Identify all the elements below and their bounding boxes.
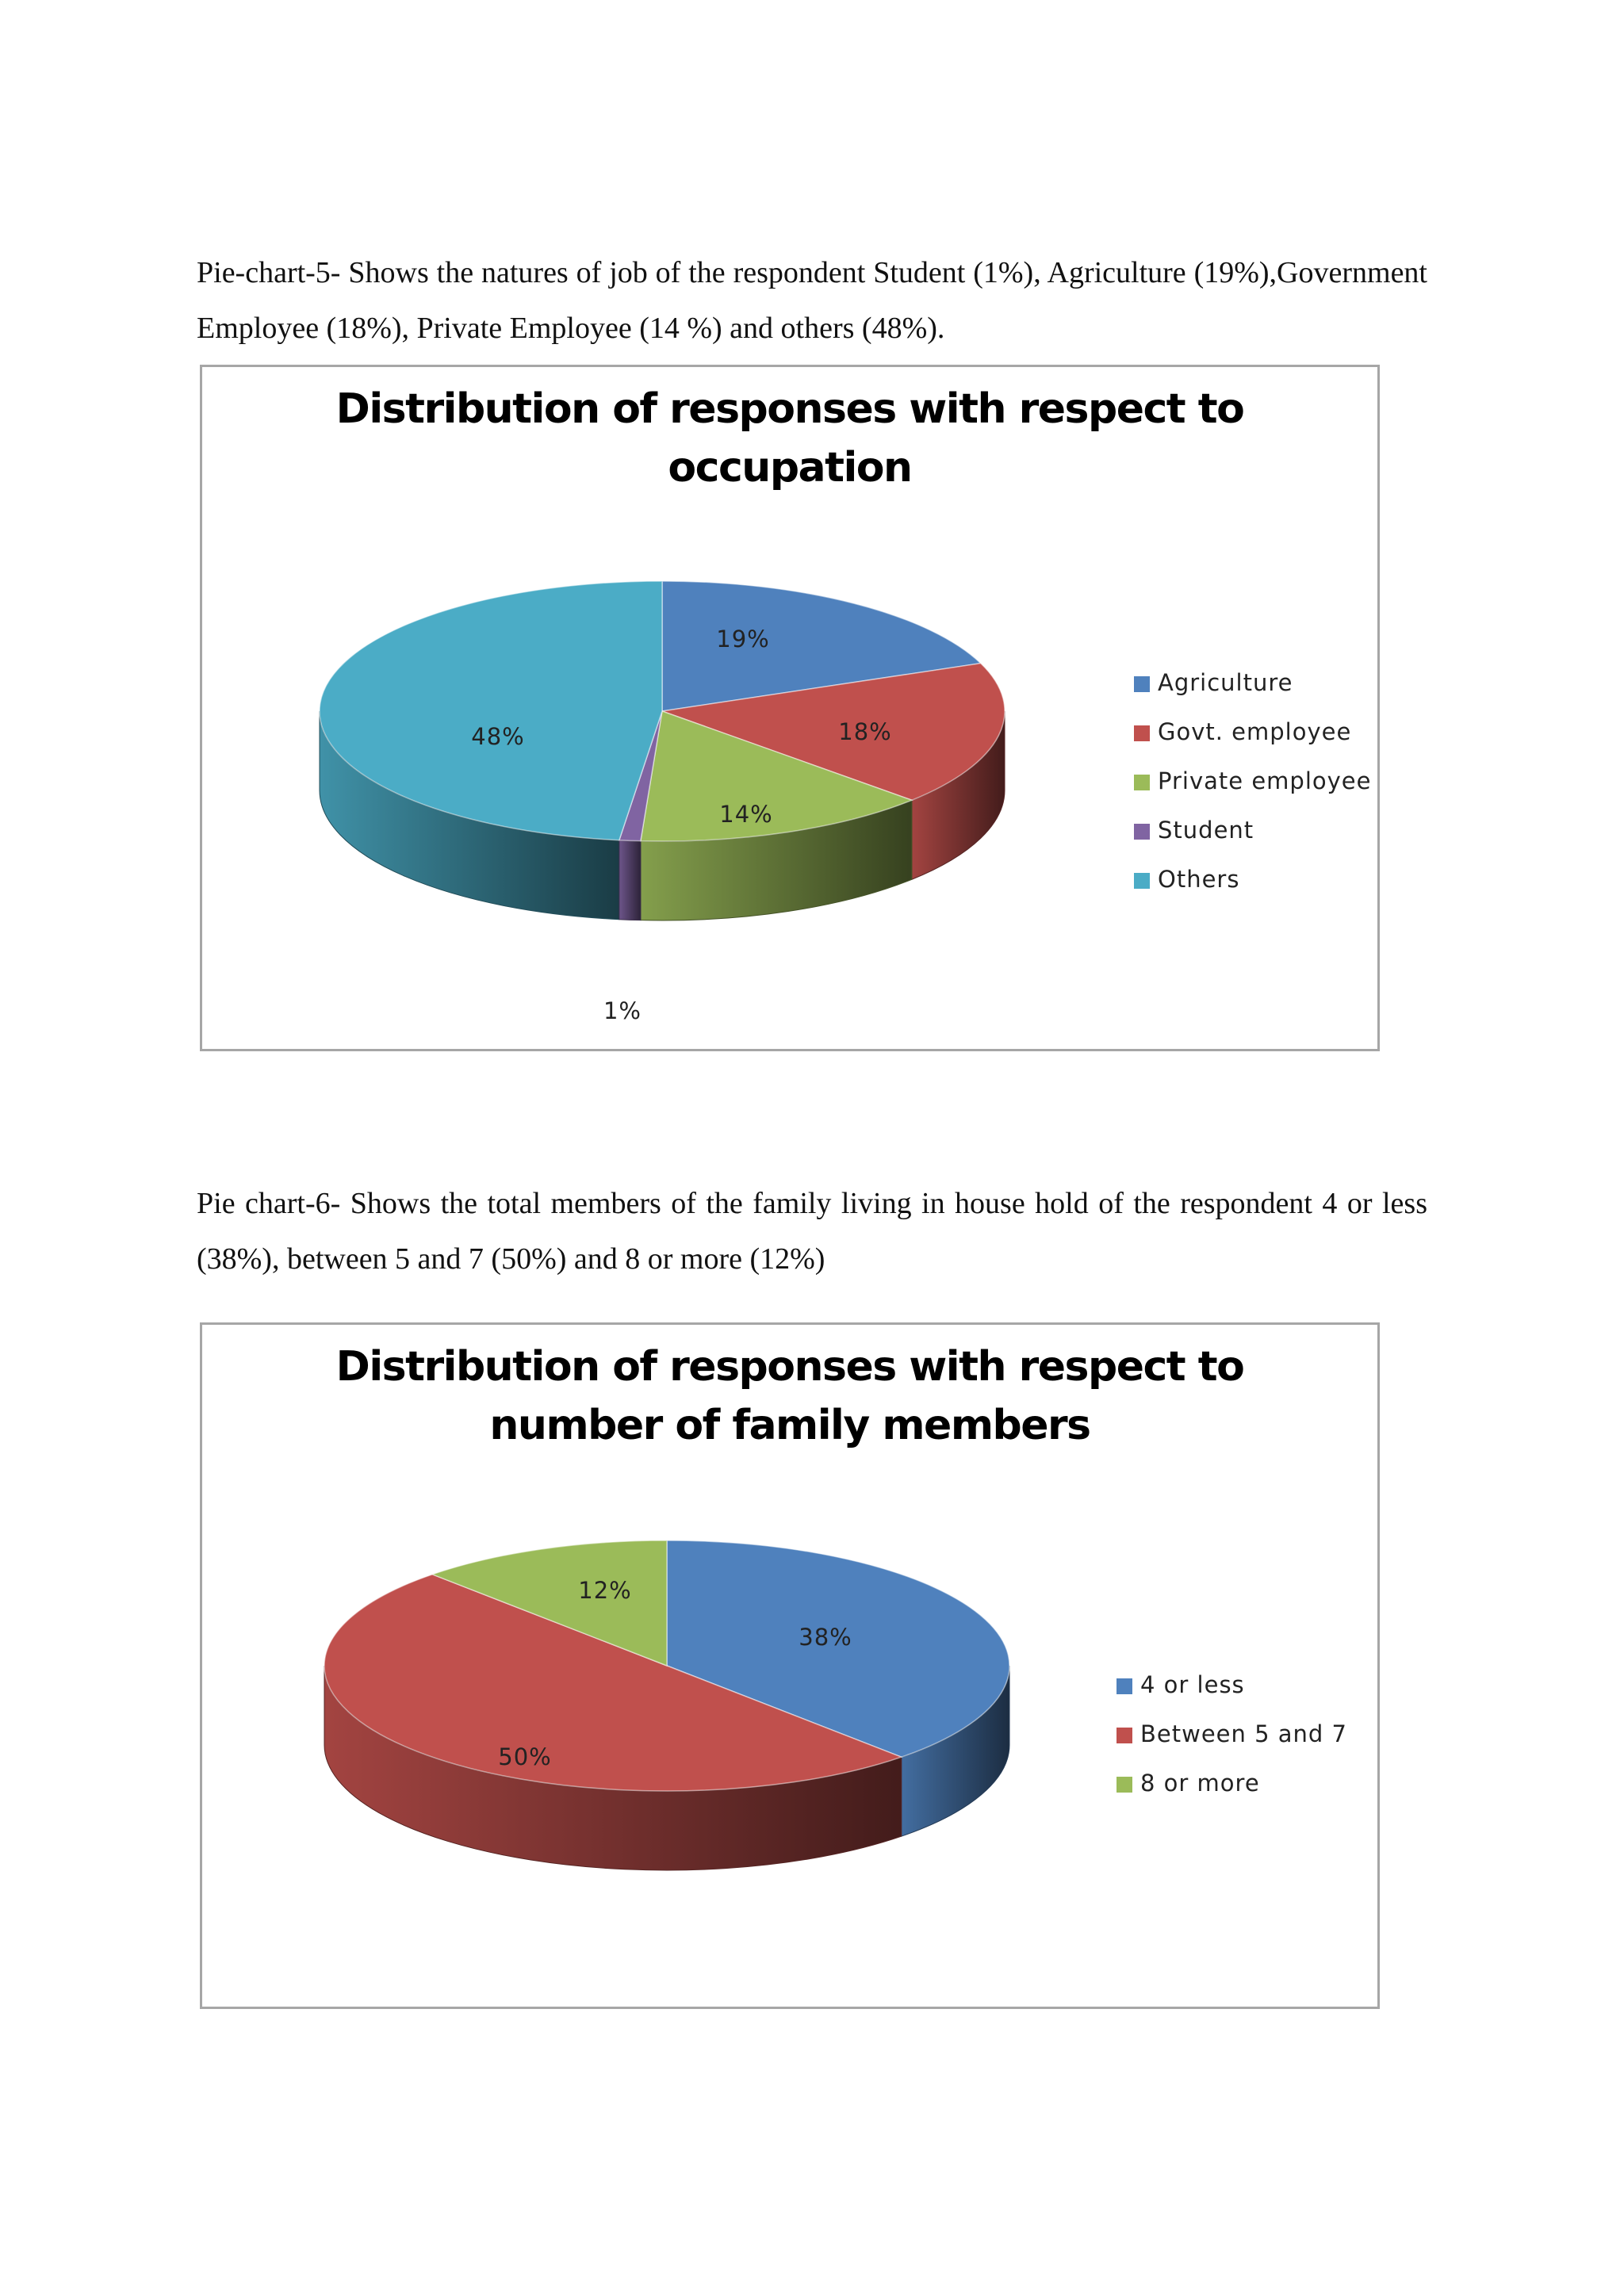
legend-label-student: Student (1158, 817, 1254, 844)
data-label-private-employee: 14% (719, 801, 773, 828)
legend-swatch-8-or-more (1116, 1777, 1132, 1793)
legend (1116, 1671, 1347, 1797)
legend-swatch-4-or-less (1116, 1678, 1132, 1694)
chart-title-line-1: Distribution of responses with respect to (335, 385, 1244, 433)
chart-occupation (200, 365, 1380, 1051)
legend-label-private-employee: Private employee (1158, 767, 1372, 794)
legend-swatch-student (1134, 824, 1150, 840)
legend-swatch-private-employee (1134, 775, 1150, 790)
legend-label-4-or-less: 4 or less (1140, 1671, 1245, 1698)
legend-swatch-others (1134, 873, 1150, 889)
legend-swatch-govt-employee (1134, 725, 1150, 741)
paragraph-pie-chart-6: Pie chart-6- Shows the total members of the family living in house hold of the respondent 4 or less (38%), between 5 and 7 (50%) and 8 or more (12%) (197, 1187, 1427, 1276)
data-label-4-or-less: 38% (799, 1624, 852, 1651)
chart-occupation-svg (202, 367, 1377, 1049)
data-label-agriculture: 19% (716, 626, 770, 652)
chart-family-members (200, 1322, 1380, 2009)
chart-title-line-1: Distribution of responses with respect to (335, 1343, 1244, 1391)
legend-label-agriculture: Agriculture (1158, 669, 1293, 696)
paragraph-pie-chart-5: Pie-chart-5- Shows the natures of job of the respondent Student (1%), Agriculture (19%),Government Employee (18%), Private Employee (14 %) and others (48%). (197, 256, 1427, 345)
legend-swatch-agriculture (1134, 676, 1150, 692)
legend (1134, 669, 1371, 893)
legend-label-govt-employee: Govt. employee (1158, 718, 1352, 745)
legend-label-between-5-and-7: Between 5 and 7 (1140, 1720, 1348, 1747)
chart-title-line-2: occupation (668, 444, 912, 492)
chart-title-line-2: number of family members (489, 1402, 1090, 1449)
legend-label-others: Others (1158, 866, 1240, 893)
legend-swatch-between-5-and-7 (1116, 1728, 1132, 1743)
legend-label-8-or-more: 8 or more (1140, 1770, 1260, 1797)
pie-side-student (619, 840, 641, 920)
data-label-8-or-more: 12% (578, 1577, 632, 1604)
data-label-student: 1% (603, 997, 642, 1024)
data-label-between-5-and-7: 50% (498, 1743, 552, 1770)
chart-family-members-svg (202, 1325, 1377, 2007)
data-label-others: 48% (471, 723, 525, 750)
data-label-govt-employee: 18% (838, 718, 892, 745)
